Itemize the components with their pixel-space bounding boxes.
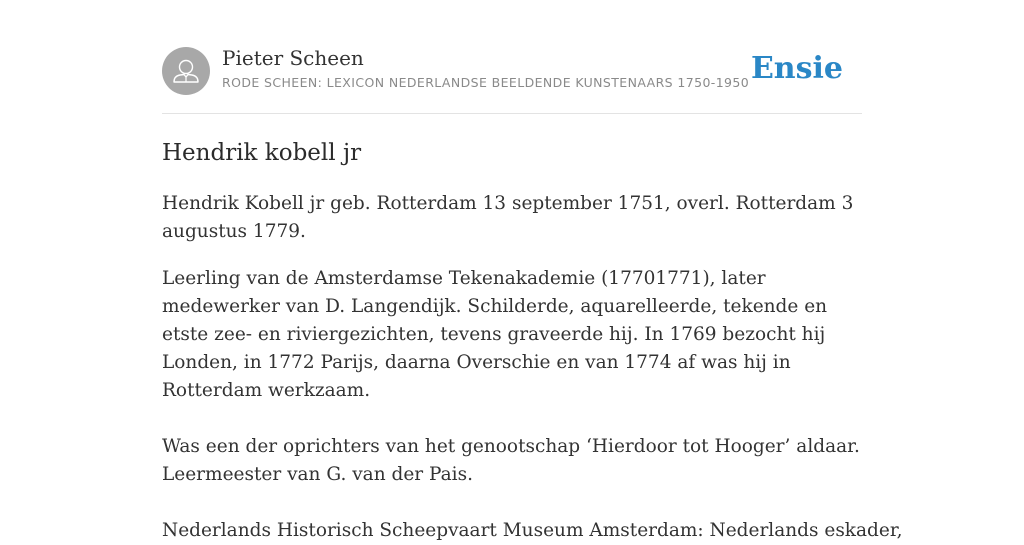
- article-header: [162, 46, 862, 114]
- paragraph-career: Leerling van de Amsterdamse Tekenakademie (17701771), later medewerker van D. Langendijk. Schilderde, aquarelleerde, tekende en etste zee- en riviergezichten, tevens graveerde hij. In 1769 bezocht hij Londen, in 1772 Parijs, daarna Overschie en van 1774 af was hij in Rotterdam werkzaam.: [162, 268, 828, 401]
- source-lexicon-link[interactable]: RODE SCHEEN: LEXICON NEDERLANDSE BEELDENDE KUNSTENAARS 1750-1950: [222, 75, 750, 90]
- user-icon: [162, 47, 210, 95]
- paragraph-collections: Nederlands Historisch Scheepvaart Museum Amsterdam: Nederlands eskader,: [162, 520, 903, 541]
- article-title: Hendrik kobell jr: [162, 140, 362, 166]
- paragraph-birth-death: Hendrik Kobell jr geb. Rotterdam 13 september 1751, overl. Rotterdam 3 augustus 1779.: [162, 193, 854, 242]
- author-name[interactable]: Pieter Scheen: [222, 46, 364, 70]
- avatar[interactable]: [162, 47, 210, 95]
- ensie-logo[interactable]: Ensie: [750, 51, 843, 86]
- article-body: [162, 190, 903, 545]
- paragraph-founder: Was een der oprichters van het genootschap ‘Hierdoor tot Hooger’ aldaar. Leermeester van G. van der Pais.: [162, 436, 860, 485]
